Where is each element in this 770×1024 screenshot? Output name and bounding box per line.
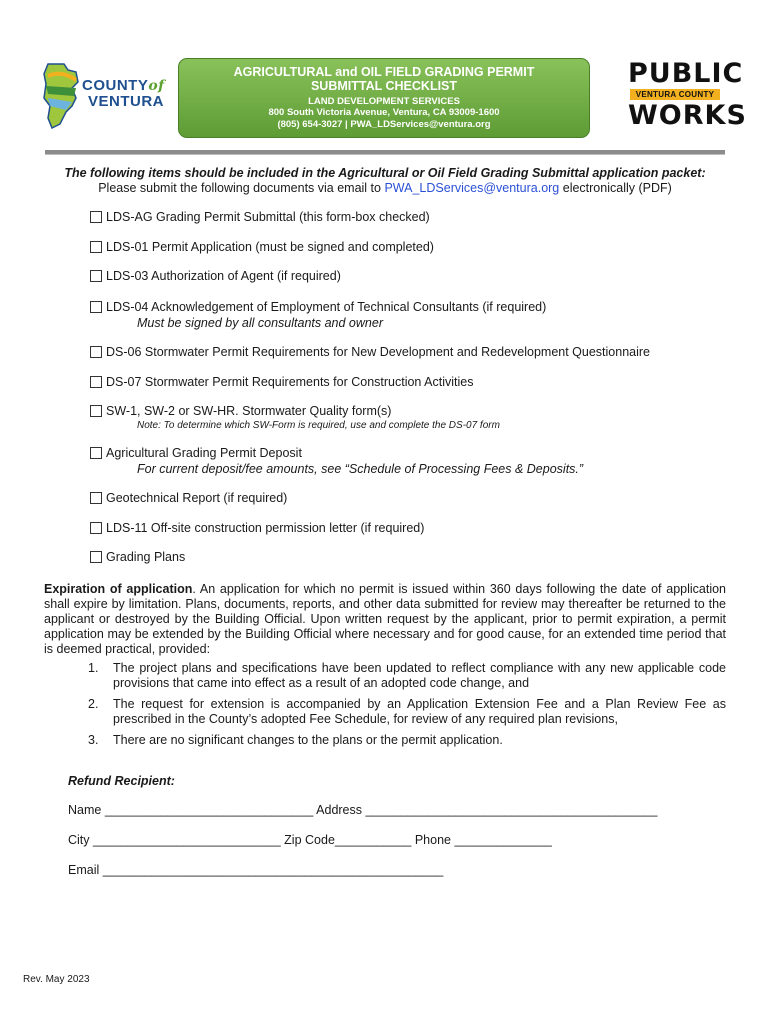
name-address-field[interactable]: Name ______________________________ Address __________________________________________: [68, 803, 658, 817]
pw-logo-top: PUBLIC: [628, 58, 744, 89]
checkbox[interactable]: [90, 301, 102, 313]
email-link[interactable]: PWA_LDServices@ventura.org: [384, 181, 560, 195]
city-zip-phone-field[interactable]: City ___________________________ Zip Code___________ Phone ______________: [68, 833, 552, 847]
public-works-logo: [626, 58, 747, 132]
department-name: LAND DEVELOPMENT SERVICES: [308, 96, 460, 107]
county-map-icon: [42, 62, 86, 132]
checklist-item: DS-06 Stormwater Permit Requirements for New Development and Redevelopment Questionnaire: [90, 345, 650, 360]
checklist-item: LDS-04 Acknowledgement of Employment of Technical Consultants (if required): [90, 300, 546, 315]
checkbox[interactable]: [90, 405, 102, 417]
pw-logo-bottom: WORKS: [628, 100, 747, 131]
checklist-item: DS-07 Stormwater Permit Requirements for Construction Activities: [90, 375, 474, 390]
revision-date: Rev. May 2023: [23, 974, 90, 985]
intro-instruction: Please submit the following documents via email to PWA_LDServices@ventura.org electronically (PDF): [98, 181, 672, 195]
condition-item: 1. The project plans and specifications have been updated to reflect compliance with any new applicable code provisions that came into effect as a result of an adopted code change, and: [88, 661, 726, 690]
header-divider: [45, 150, 725, 155]
checklist-note: Must be signed by all consultants and owner: [137, 316, 383, 330]
email-field[interactable]: Email _________________________________________________: [68, 863, 444, 877]
checklist-note: Note: To determine which SW-Form is required, use and complete the DS-07 form: [137, 420, 500, 431]
expiration-paragraph: Expiration of application. An application for which no permit is issued within 360 days following the date of application shall expire by limitation. Plans, documents, reports, and other data submitted for review may thereafter be returned to the applicant or destroyed by the Building Official. Upon written request by the applicant, prior to permit expiration, a permit application may be extended by the Building Official where necessary and for good cause, for an extended time period that is deemed practical, provided:: [44, 582, 727, 656]
county-word: COUNTYof: [82, 77, 165, 94]
checklist-item: SW-1, SW-2 or SW-HR. Stormwater Quality form(s): [90, 404, 391, 419]
title-banner: [178, 58, 590, 138]
checkbox[interactable]: [90, 346, 102, 358]
checklist-item: Grading Plans: [90, 550, 185, 565]
checkbox[interactable]: [90, 270, 102, 282]
checkbox[interactable]: [90, 376, 102, 388]
checklist-note: For current deposit/fee amounts, see “Schedule of Processing Fees & Deposits.”: [137, 462, 584, 476]
expiration-lead: Expiration of application: [44, 582, 193, 596]
refund-heading: Refund Recipient:: [68, 774, 175, 788]
checkbox[interactable]: [90, 551, 102, 563]
checklist-item: LDS-03 Authorization of Agent (if required): [90, 269, 341, 284]
department-address: 800 South Victoria Avenue, Ventura, CA 93009-1600: [268, 107, 500, 118]
checkbox[interactable]: [90, 447, 102, 459]
checkbox[interactable]: [90, 492, 102, 504]
checklist-item: Agricultural Grading Permit Deposit: [90, 446, 302, 461]
checklist-item: LDS-01 Permit Application (must be signed and completed): [90, 240, 434, 255]
ventura-word: VENTURA: [88, 93, 165, 110]
condition-item: 2. The request for extension is accompanied by an Application Extension Fee and a Plan Review Fee as prescribed in the County’s adopted Fee Schedule, for review of any required plan revisions,: [88, 697, 726, 726]
pw-logo-band: VENTURA COUNTY: [630, 89, 720, 100]
department-contact: (805) 654-3027 | PWA_LDServices@ventura.org: [277, 119, 491, 130]
county-of-ventura-logo: [42, 60, 170, 130]
condition-item: 3. There are no significant changes to the plans or the permit application.: [88, 733, 503, 747]
intro-heading: The following items should be included in the Agricultural or Oil Field Grading Submittal application packet:: [64, 166, 706, 180]
document-title: AGRICULTURAL and OIL FIELD GRADING PERMIT SUBMITTAL CHECKLIST: [233, 65, 535, 93]
checkbox[interactable]: [90, 211, 102, 223]
checkbox[interactable]: [90, 522, 102, 534]
checklist-item: LDS-AG Grading Permit Submittal (this form-box checked): [90, 210, 430, 225]
checkbox[interactable]: [90, 241, 102, 253]
checklist-item: Geotechnical Report (if required): [90, 491, 287, 506]
checklist-item: LDS-11 Off-site construction permission letter (if required): [90, 521, 424, 536]
